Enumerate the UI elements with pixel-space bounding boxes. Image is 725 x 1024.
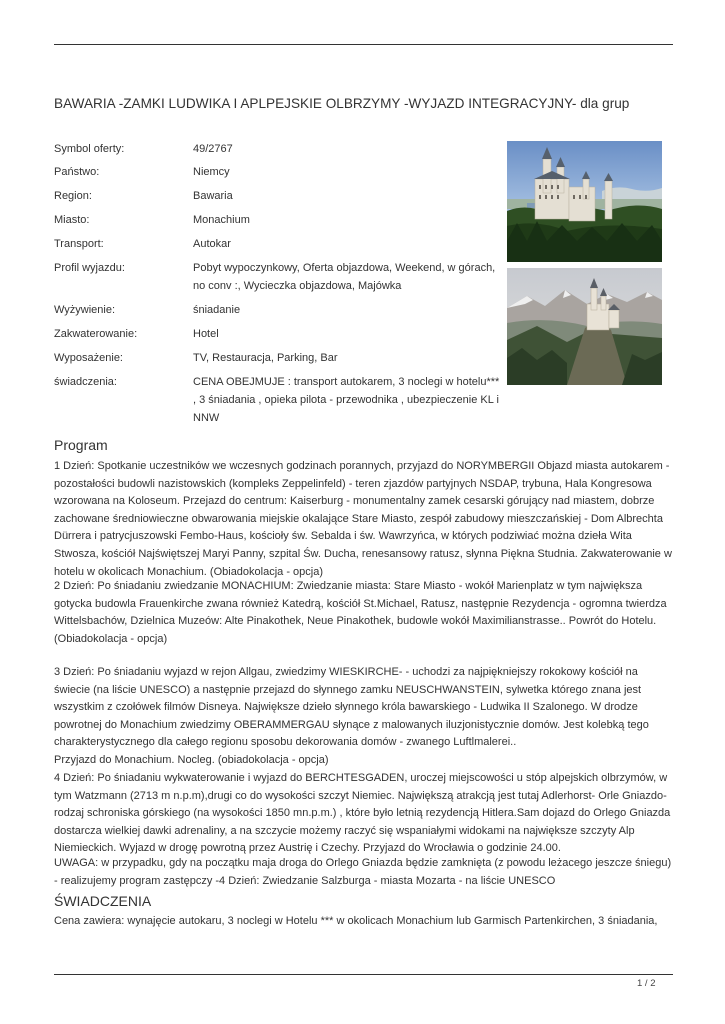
spec-label: Transport:: [54, 238, 104, 250]
spec-value: Niemcy: [193, 166, 230, 178]
spec-value: 49/2767: [193, 143, 233, 155]
spec-label: Region:: [54, 190, 92, 202]
spec-label: Miasto:: [54, 214, 90, 226]
castle-photo-mountains: [507, 268, 662, 385]
spec-value: Bawaria: [193, 190, 233, 202]
spec-value: CENA OBEJMUJE : transport autokarem, 3 noclegi w hotelu*** , 3 śniadania , opieka pilota - przewodnika , ubezpieczenie KL i NNW: [193, 376, 500, 424]
page-number: 1 / 2: [637, 978, 656, 989]
spec-label: Symbol oferty:: [54, 143, 125, 155]
program-day-1: 1 Dzień: Spotkanie uczestników we wczesnych godzinach porannych, przyjazd do NORYMBERGII Objazd miasta autokarem - pozostałości budowli nazistowskich (kompleks Zeppelinfeld) - teren zjazdów partyjnych NSDAP, trybuna, Hala Kongresowa wzorowana na Koloseum. Przejazd do centrum: Kaiserburg - monumentalny zamek cesarski górujący nad miastem, dobrze zachowane średniowieczne obwarowania miejskie okalające Stare Miasto, zespół zabudowy mieszczańskiej - Dom Albrechta Dürrera i patrycjuszowski Fembo-Haus, kościoły św. Sebalda i św. Wawrzyńca, w których podziwiać można dzieła Wita Stwosza, kościół Najświętszej Maryi Panny, szpital Św. Ducha, renesansowy ratusz, słynna Piękna Studnia. Zakwaterowanie w hotelu w okolicach Monachium. (Obiadokolacja - opcja): [54, 460, 672, 578]
spec-label: świadczenia:: [54, 376, 117, 388]
spec-value: Monachium: [193, 214, 250, 226]
program-day-3-overnight: Przyjazd do Monachium. Nocleg. (obiadokolacja - opcja): [54, 754, 329, 766]
footer-rule: [54, 974, 673, 975]
benefits-text: Cena zawiera: wynajęcie autokaru, 3 noclegi w Hotelu *** w okolicach Monachium lub Garmisch Partenkirchen, 3 śniadania,: [54, 915, 658, 927]
program-day-3: 3 Dzień: Po śniadaniu wyjazd w rejon Allgau, zwiedzimy WIESKIRCHE- - uchodzi za najpiękniejszy rokokowy kościół na świecie (na liście UNESCO) a następnie przejazd do słynnego zamku NEUSCHWANSTEIN, sylwetka którego znana jest wszystkim z czołówek filmów Disneya. Największe dzieło słynnego króla bawarskiego - Ludwika II Szalonego. W drodze powrotnej do Monachium zwiedzimy OBERAMMERGAU słynące z malowanych iluzjonistycznie domów. Jest kolebką tego charakterystycznego dla całego regionu sposobu dekorowania domów - zwanego Luftlmalerei..: [54, 666, 649, 749]
spec-value: Pobyt wypoczynkowy, Oferta objazdowa, Weekend, w górach, no conv :, Wycieczka objazdowa, Majówka: [193, 262, 496, 292]
spec-value: Autokar: [193, 238, 231, 250]
benefits-heading: ŚWIADCZENIA: [54, 893, 152, 909]
spec-label: Profil wyjazdu:: [54, 262, 125, 274]
program-day-2: 2 Dzień: Po śniadaniu zwiedzanie MONACHIUM: Zwiedzanie miasta: Stare Miasto - wokół Marienplatz w tym największa gotycka budowla Frauenkirche zwana również Katedrą, kościół St.Michael, Ratusz, następnie Rezydencja - ogromna twierdza Wittelsbachów, Dzielnica Muzeów: Alte Pinakothek, Neue Pinakothek, budowle wokół Maximilianstrasse.. Powrót do Hotelu. (Obiadokolacja - opcja): [54, 580, 667, 645]
spec-label: Wyżywienie:: [54, 304, 116, 316]
spec-value: śniadanie: [193, 304, 241, 316]
spec-value: Hotel: [193, 328, 219, 340]
program-day-4: 4 Dzień: Po śniadaniu wykwaterowanie i wyjazd do BERCHTESGADEN, uroczej miejscowości u stóp alpejskich olbrzymów, w tym Watzmann (2713 m n.p.m),drugi co do wysokości szczyt Niemiec. Największą atrakcją jest tutaj Adlerhorst- Orle Gniazdo- rodzaj schroniska górskiego (na wysokości 1850 mn.p.m.) , które było letnią rezydencją Hitlera.Sam dojazd do Orlego Gniazda dostarcza wielkiej dawki adrenaliny, a na szczycie możemy raczyć się wspaniałymi widokami na największe szczyty Alp Niemieckich. Wyjazd w drogę powrotną przez Austrię i Czechy. Przyjazd do Wrocławia o godzinie 24.00.: [54, 772, 671, 855]
header-rule: [54, 44, 673, 45]
offer-title: BAWARIA -ZAMKI LUDWIKA I APLPEJSKIE OLBRZYMY -WYJAZD INTEGRACYJNY- dla grup: [54, 96, 630, 111]
spec-label: Zakwaterowanie:: [54, 328, 138, 340]
spec-value: TV, Restauracja, Parking, Bar: [193, 352, 338, 364]
spec-label: Wyposażenie:: [54, 352, 123, 364]
program-heading: Program: [54, 437, 108, 453]
spec-label: Państwo:: [54, 166, 100, 178]
program-note: UWAGA: w przypadku, gdy na początku maja droga do Orlego Gniazda będzie zamknięta (z powodu leżacego jeszcze śniegu) - realizujemy program zastępczy -4 Dzień: Zwiedzanie Salzburga - miasta Mozarta - na liście UNESCO: [54, 857, 672, 887]
castle-photo-forest: [507, 141, 662, 262]
